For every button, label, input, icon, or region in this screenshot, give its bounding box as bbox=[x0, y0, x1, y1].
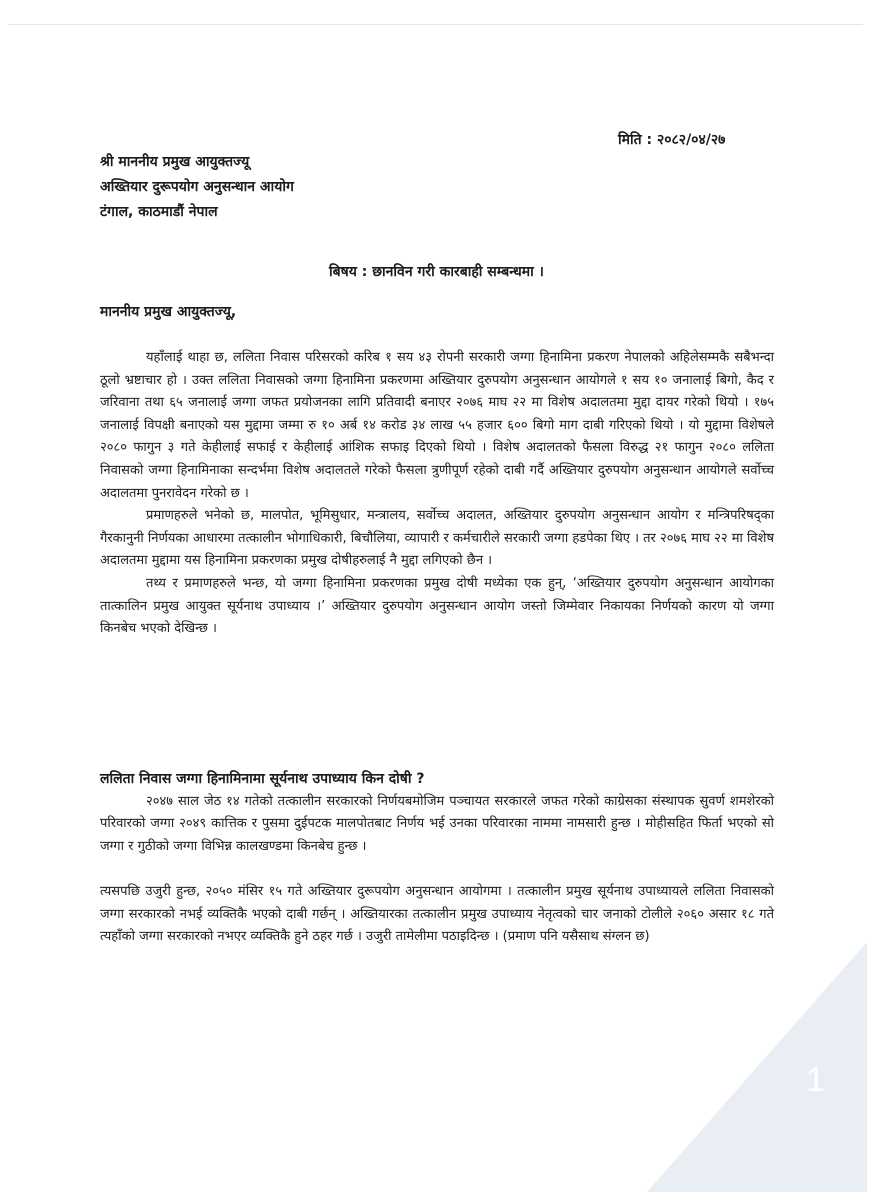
section-heading: ललिता निवास जग्गा हिनामिनामा सूर्यनाथ उपाध्याय किन दोषी ? bbox=[100, 771, 425, 787]
letter-subject: बिषय : छानविन गरी कारबाही सम्बन्धमा । bbox=[329, 264, 544, 280]
letter-date: मिति : २०८२/०४/२७ bbox=[618, 132, 726, 148]
paragraph-4: २०४७ साल जेठ १४ गतेको तत्कालीन सरकारको निर्णयबमोजिम पञ्चायत सरकारले जफत गरेको काग्रेसका संस्थापक सुवर्ण शमशेरको परिवारको जग्गा २०४९ कात्तिक र पुसमा दुईपटक मालपोतबाट निर्णय भई उनका परिवारका नाममा नामसारी हुन्छ । मोहीसहित फिर्ता भएको सो जग्गा र गुठीको जग्गा विभिन्न कालखण्डमा किनबेच हुन्छ । bbox=[100, 793, 774, 854]
recipient-address bbox=[100, 150, 294, 225]
paragraph-2: प्रमाणहरुले भनेको छ, मालपोत, भूमिसुधार, मन्त्रालय, सर्वोच्च अदालत, अख्तियार दुरुपयोग अनुसन्धान आयोग र मन्त्रिपरिषद्का गैरकानुनी निर्णयका आधारमा तत्कालीन भोगाधिकारी, बिचौलिया, व्यापारी र कर्मचारीले सरकारी जग्गा हडपेका थिए । तर २०७६ माघ २२ मा विशेष अदालतमा मुद्दामा यस हिनामिना प्रकरणका प्रमुख दोषीहरुलाई नै मुद्दा लगिएको छैन । bbox=[100, 508, 774, 569]
paragraph-5: त्यसपछि उजुरी हुन्छ, २०५० मंसिर १५ गते अख्तियार दुरूपयोग अनुसन्धान आयोगमा । तत्कालीन प्रमुख सूर्यनाथ उपाध्यायले ललिता निवासको जग्गा सरकारको नभई व्यक्तिकै भएको दाबी गर्छन् । अख्तियारका तत्कालीन प्रमुख उपाध्याय नेतृत्वको चार जनाको टोलीले २०६० असार १८ गते त्यहाँको जग्गा सरकारको नभएर व्यक्तिकै हुने ठहर गर्छ । उजुरी तामेलीमा पठाइदिन्छ । (प्रमाण पनि यसैसाथ संग्लन छ) bbox=[100, 884, 774, 945]
letter-body-intro bbox=[100, 347, 774, 641]
section-block bbox=[100, 768, 774, 858]
recipient-line-1: श्री माननीय प्रमुख आयुक्तज्यू bbox=[100, 154, 250, 170]
salutation: माननीय प्रमुख आयुक्तज्यू, bbox=[100, 304, 237, 320]
page-corner-decoration bbox=[647, 942, 867, 1192]
scan-top-edge bbox=[8, 24, 863, 25]
recipient-line-2: अख्तियार दुरूपयोग अनुसन्धान आयोग bbox=[100, 179, 294, 195]
closing-block bbox=[100, 881, 774, 949]
recipient-line-3: टंगाल, काठमाडौं नेपाल bbox=[100, 204, 218, 220]
paragraph-1: यहाँलाई थाहा छ, ललिता निवास परिसरको करिब १ सय ४३ रोपनी सरकारी जग्गा हिनामिना प्रकरण नेपालको अहिलेसम्मकै सबैभन्दा ठूलो भ्रष्टाचार हो । उक्त ललिता निवासको जग्गा हिनामिना प्रकरणमा अख्तियार दुरुपयोग अनुसन्धान आयोगले १ सय १० जनालाई बिगो, कैद र जरिवाना तथा ६५ जनालाई जग्गा जफत प्रयोजनका लागि प्रतिवादी बनाएर २०७६ माघ २२ मा विशेष अदालतमा मुद्दा दायर गरेको थियो । १७५ जनालाई विपक्षी बनाएको यस मुद्दामा जम्मा रु १० अर्ब १४ करोड ३४ लाख ५५ हजार ६०० बिगो माग दाबी गरिएको थियो । यो मुद्दामा विशेषले २०८० फागुन ३ गते केहीलाई सफाई र केहीलाई आंशिक सफाइ दिएको थियो । विशेष अदालतको फैसला विरुद्ध २१ फागुन २०८० ललिता निवासको जग्गा हिनामिनाका सन्दर्भमा विशेष अदालतले गरेको फैसला त्रुणीपूर्ण रहेको दाबी गर्दै अख्तियार दुरुपयोग अनुसन्धान आयोगले सर्वोच्च अदालतमा पुनरावेदन गरेको छ । bbox=[100, 350, 774, 501]
page-number: 1 bbox=[806, 1061, 825, 1099]
paragraph-3: तथ्य र प्रमाणहरुले भन्छ, यो जग्गा हिनामिना प्रकरणका प्रमुख दोषी मध्येका एक हुन्, ‘अख्तियार दुरुपयोग अनुसन्धान आयोगका तात्कालिन प्रमुख आयुक्त सूर्यनाथ उपाध्याय ।’ अख्तियार दुरुपयोग अनुसन्धान आयोग जस्तो जिम्मेवार निकायका निर्णयको कारण यो जग्गा किनबेच भएको देखिन्छ । bbox=[100, 575, 774, 637]
